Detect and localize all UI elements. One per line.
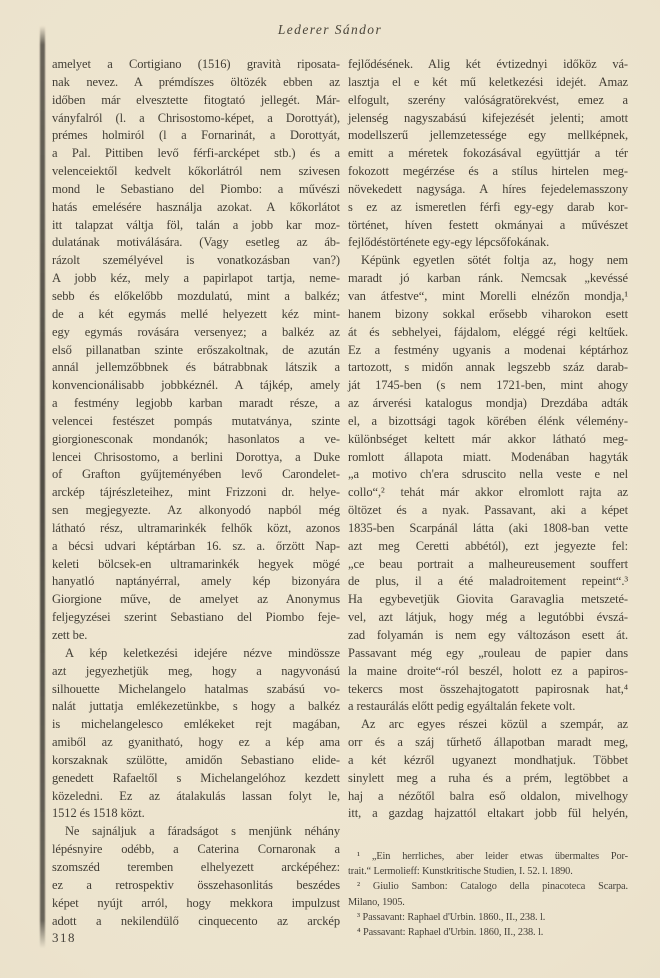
text-line: „a motivo ch'era sdruscito nella veste e nel bbox=[348, 467, 628, 482]
text-line: Giorgione műve, de amelyet az Anonymus bbox=[52, 592, 340, 607]
text-line: nak nevez. A prémdíszes öltözék ebben az bbox=[52, 74, 340, 89]
text-line: a festmény legjobb karban maradt része, a bbox=[52, 396, 340, 411]
text-line: a két kézről ugyanezt mondhatjuk. Többet bbox=[348, 752, 628, 767]
text-line: át és sebhelyei, fájdalom, eléggé régi keltűek. bbox=[348, 324, 628, 339]
text-line: arckép tájrészleteihez, mint Frizzoni dr. helye- bbox=[52, 485, 340, 500]
text-line: Milano, 1905. bbox=[348, 896, 405, 908]
text-line: Ne sajnáljuk a fáradságot s menjünk néhány bbox=[65, 824, 340, 839]
text-line: „ce beau portrait a malheureusement souffert bbox=[348, 556, 628, 571]
text-line: ványfalról (l. a Chrisostomo-képet, a Dorottyát), bbox=[52, 110, 340, 125]
text-line: a restaurálás előtt pedig egyáltalán fekete volt. bbox=[348, 699, 576, 714]
text-line: prémes holmiról (l a Fornarinát, a Dorottyát, bbox=[52, 128, 340, 143]
text-line: feljegyzései szerint Sebastiano del Piombo feje- bbox=[52, 610, 340, 625]
text-line: ját 1745-ben (s nem 1721-ben, mint ahogy bbox=[348, 378, 628, 393]
text-line: az árverési katalogus mondja) Drezdába adták bbox=[348, 396, 628, 411]
text-line: amiből az gyanitható, hogy ez a kép ama bbox=[52, 735, 340, 750]
text-line: A jobb kéz, mely a papirlapot tartja, neme- bbox=[52, 271, 340, 286]
text-line: s ez az ismeretlen férfi egy-egy darab kor- bbox=[348, 199, 628, 214]
text-line: adott a nekilendülő cinquecento az arckép bbox=[52, 913, 340, 928]
text-line: lasztja el e két mű keletkezési idejét. Amaz bbox=[348, 74, 628, 89]
running-header: Lederer Sándor bbox=[277, 22, 383, 37]
text-line: giorgionesconak mondanók; hasonlatos a ve- bbox=[52, 431, 340, 446]
text-line: zad folyamán is nem egy változáson esett át. bbox=[348, 628, 628, 642]
text-line: különbséget keltett már akkor látható meg- bbox=[348, 431, 628, 446]
text-line: konvencionálisabb jobbkéznél. A tájkép, amely bbox=[52, 378, 340, 393]
text-line: keleti bölcsek-en ultramarinkék hegyek mögé bbox=[52, 556, 340, 571]
text-line: emitt a méretek fokozásával együttjár a tér bbox=[348, 146, 628, 161]
text-line: szomszéd teremben elhelyezett arcképéhez: bbox=[52, 859, 340, 874]
text-line: a bécsi udvari képtárban 16. sz. a. őrzött Nap- bbox=[52, 538, 340, 553]
text-line: de plus, il a été maladroitement repeint“.³ bbox=[348, 574, 628, 589]
text-line: Ez a festmény ugyanis a modenai képtárhoz bbox=[348, 342, 628, 357]
text-line: lencei Chrisostomo, a berlini Dorottya, a Duke bbox=[52, 449, 340, 464]
text-line: amelyet a Cortigiano (1516) gravità riposata- bbox=[52, 57, 340, 71]
text-line: ³ Passavant: Raphael d'Urbin. 1860., II., 238. l. bbox=[357, 911, 546, 923]
text-line: haj a nézőtől balra eső oldalon, mivelhogy bbox=[348, 788, 628, 803]
text-line: de a két egymás mellé helyezett kéz mint- bbox=[52, 306, 340, 321]
text-line: Passavant még egy „rouleau de papier dans bbox=[348, 645, 628, 660]
footnotes bbox=[348, 849, 628, 940]
text-line: hanyatló naptányérral, amely kép bizonyára bbox=[52, 574, 340, 589]
text-line: annál jellemzőbbnek és bátrabbnak látszik a bbox=[52, 360, 340, 375]
text-line: van átfestve“, mint Morelli elnézőn mondja,¹ bbox=[348, 288, 628, 303]
text-line: tartozott, s midőn annak legszebb száz darab- bbox=[348, 360, 628, 375]
text-line: képet nyújt arról, hogy mekkora impulzust bbox=[52, 895, 340, 910]
text-line: is michelangelesco emlékeket rejt magában, bbox=[52, 717, 340, 732]
text-line: collo“,² tehát már akkor elromlott rajta az bbox=[348, 485, 628, 500]
text-line: időben már elvesztette fitogtató jellegét. Már- bbox=[52, 92, 340, 107]
text-line: azt meg Ceretti abbétól), ezt jegyezte fel: bbox=[348, 538, 628, 553]
text-line: növekedett nagysága. A híres fejedelemasszony bbox=[348, 181, 628, 196]
text-line: zett be. bbox=[52, 628, 88, 642]
text-line: fokozott megérzése és a stílus hirtelen meg- bbox=[348, 164, 628, 179]
text-line: Az arc egyes részei közül a szempár, az bbox=[361, 717, 628, 732]
text-line: Ha egybevetjük Giovita Garavaglia metszeté- bbox=[348, 592, 628, 607]
text-line: közeledni. Ez az átalakulás lassan folyt le, bbox=[52, 788, 340, 803]
text-line: dulatának motiválására. (Vagy esetleg az áb- bbox=[52, 235, 340, 250]
text-line: lépésnyire odébb, a Caterina Cornaronak a bbox=[52, 842, 340, 857]
text-line: sen megjegyezte. Az alkonyodó napból még bbox=[52, 503, 340, 518]
text-line: vel, azt látjuk, hogy még a legutóbbi évszá- bbox=[348, 610, 628, 625]
text-line: rázolt személyével is vonatkozásban van?) bbox=[52, 253, 340, 268]
text-line: 1512 és 1518 közt. bbox=[52, 806, 145, 821]
text-line: maradt jó karban ránk. Nemcsak „kevéssé bbox=[348, 271, 628, 286]
text-line: ⁴ Passavant: Raphael d'Urbin. 1860, II., 238. l. bbox=[357, 927, 544, 939]
text-line: la maine droite“-ról beszél, holott ez a papiros- bbox=[348, 663, 628, 678]
text-line: korszaknak szülötte, amidőn Sebastiano elide- bbox=[52, 752, 340, 767]
text-line: velencei festészet pompás mutatványa, szinte bbox=[52, 413, 340, 428]
text-line: tekercs most összehajtogatott papirosnak hat,⁴ bbox=[348, 681, 628, 696]
right-column bbox=[348, 56, 628, 823]
text-line: a Pal. Pittiben levő férfi-arcképet stb.) és a bbox=[52, 146, 340, 161]
text-line: itt talapzat váltja föl, talán a jobb kar moz- bbox=[52, 217, 340, 232]
text-line: mond le Sebastiano del Piombo: a művészi bbox=[52, 181, 340, 196]
text-line: egy egymás rovására versenyez; a balkéz az bbox=[52, 324, 340, 339]
text-line: of Grafton gyűjteményében levő Carondelet- bbox=[52, 467, 340, 482]
gutter-shadow-line bbox=[40, 26, 45, 948]
text-line: trait.“ Lermolieff: Kunstkritische Studien, I. 52. l. 1890. bbox=[348, 866, 573, 878]
text-line: ez a retrospektiv összehasonlitás beszédes bbox=[52, 877, 340, 892]
text-line: történet, híven festett okmányai a művészet bbox=[348, 217, 628, 232]
text-line: genedett Rafaeltől s Michelangelóhoz kezdett bbox=[52, 770, 340, 785]
text-line: sebb és előkelőbb mozdulatú, mint a balkéz; bbox=[52, 288, 340, 303]
text-line: el, a bizottsági tagok körében élénk vélemény- bbox=[348, 413, 628, 428]
text-line: látható rész, ultramarinkék felhők közt, azonos bbox=[52, 520, 340, 535]
text-line: ² Giulio Sambon: Catalogo della pinacoteca Scarpa. bbox=[357, 881, 628, 893]
text-line: hatás emelésére használja azokat. A kőkorlátot bbox=[52, 199, 340, 214]
left-column bbox=[52, 56, 340, 930]
text-line: öltözet és a nyak. Passavant, aki a képet bbox=[348, 503, 628, 518]
text-line: fejlődéstörténete egy-egy lépcsőfokának. bbox=[348, 235, 550, 250]
text-line: elfogult, szerény valóságratörekvést, emez a bbox=[348, 92, 628, 107]
text-line: Képünk egyetlen sötét foltja az, hogy nem bbox=[361, 253, 628, 268]
text-line: azt jegyezhetjük meg, hogy a nagyvonású bbox=[52, 663, 340, 678]
text-line: hanem bizony sokkal erősebb viharokon esett bbox=[348, 306, 628, 321]
text-line: A kép keletkezési idejére nézve mindössze bbox=[65, 645, 340, 660]
text-line: romlott állapota miatt. Modenában hagyták bbox=[348, 449, 628, 464]
text-line: első pillanatban szinte erőszakoltnak, de azután bbox=[52, 342, 340, 357]
text-line: velenceiektől kedvelt kőkorlátról nem szivesen bbox=[52, 164, 340, 179]
text-line: 1835-ben Scarpánál látta (aki 1808-ban vette bbox=[348, 520, 628, 535]
page-number: 318 bbox=[52, 930, 76, 945]
text-line: ¹ „Ein herrliches, aber leider etwas übermaltes Por- bbox=[357, 851, 628, 862]
text-line: orr és a száj tűrhető állapotban maradt meg, bbox=[348, 735, 628, 750]
text-line: fejlődésének. Alig két évtizednyi időköz vá- bbox=[348, 57, 628, 71]
text-line: nalát juttatja emlékezetünkbe, s hogy a balkéz bbox=[52, 699, 340, 714]
text-line: jelenség nagyszabású kifejezését jelenti; amott bbox=[348, 110, 628, 125]
text-line: sinylett meg a ruha és a prém, legtöbbet a bbox=[348, 770, 628, 785]
text-line: itt, a gazdag hajzattól eltakart jobb fül helyén, bbox=[348, 806, 628, 821]
text-line: modellszerű jellemzetessége egy mellképnek, bbox=[348, 128, 628, 143]
text-line: silhouette Michelangelo hatalmas szabású vo- bbox=[52, 681, 340, 696]
